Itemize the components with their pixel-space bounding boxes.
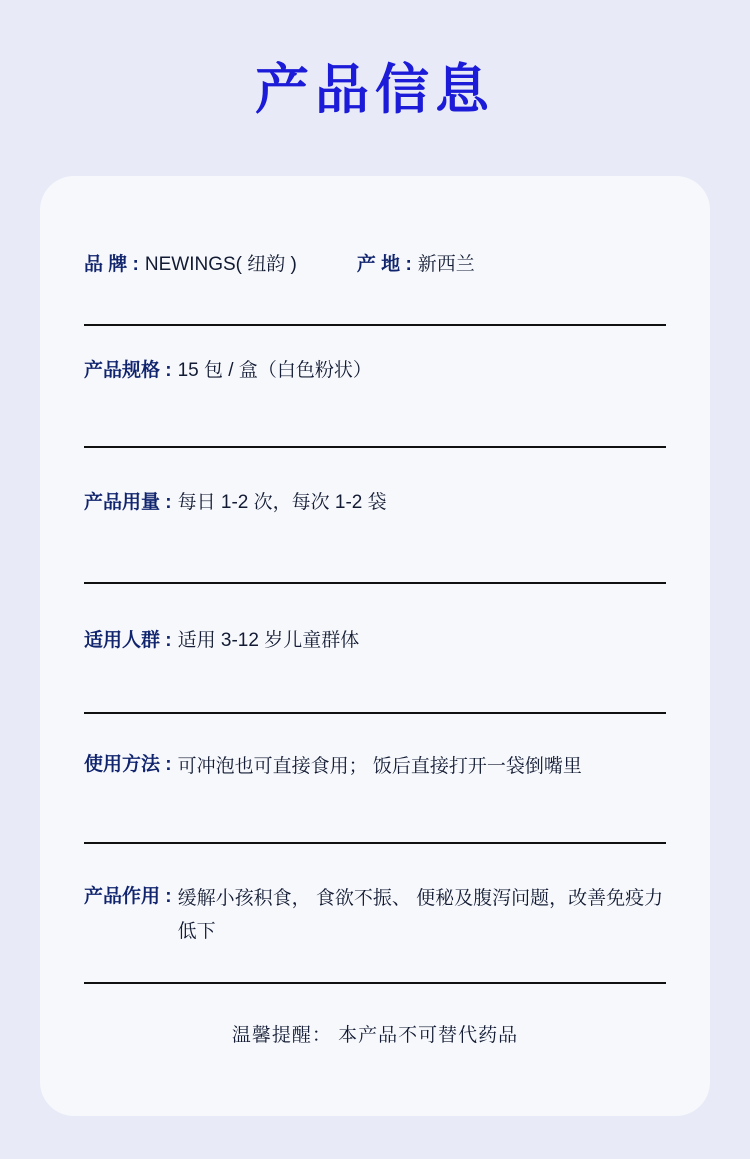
info-row-target-group — [84, 584, 666, 714]
brand-label: 品 牌 : — [84, 254, 139, 275]
specification-label: 产品规格 : — [84, 360, 172, 381]
usage-method-value: 可冲泡也可直接食用； 饭后直接打开一袋倒嘴里 — [177, 756, 582, 777]
page-title: 产品信息 — [255, 60, 495, 120]
dosage-label: 产品用量 : — [84, 492, 172, 513]
effect-label: 产品作用 : — [84, 886, 172, 907]
info-row-specification — [84, 326, 666, 448]
target-group-label: 适用人群 : — [84, 630, 172, 651]
info-row-effect — [84, 844, 666, 984]
dosage-value: 每日 1-2 次，每次 1-2 袋 — [177, 492, 387, 513]
info-row-usage-method — [84, 714, 666, 844]
origin-value: 新西兰 — [417, 254, 475, 275]
product-info-card — [40, 176, 710, 1116]
brand-value: NEWINGS( 纽韵 ) — [144, 254, 297, 275]
specification-value: 15 包 / 盒（白色粉状） — [177, 360, 372, 381]
warm-reminder-note: 温馨提醒： 本产品不可替代药品 — [231, 1025, 519, 1046]
target-group-value: 适用 3-12 岁儿童群体 — [177, 630, 360, 651]
origin-label: 产 地 : — [356, 254, 412, 275]
effect-value: 缓解小孩积食， 食欲不振、 便秘及腹泻问题，改善免疫力低下 — [177, 888, 664, 943]
info-row-dosage — [84, 448, 666, 584]
info-row-brand — [84, 222, 666, 326]
usage-method-label: 使用方法 : — [84, 754, 172, 775]
info-row-list — [84, 176, 666, 1047]
